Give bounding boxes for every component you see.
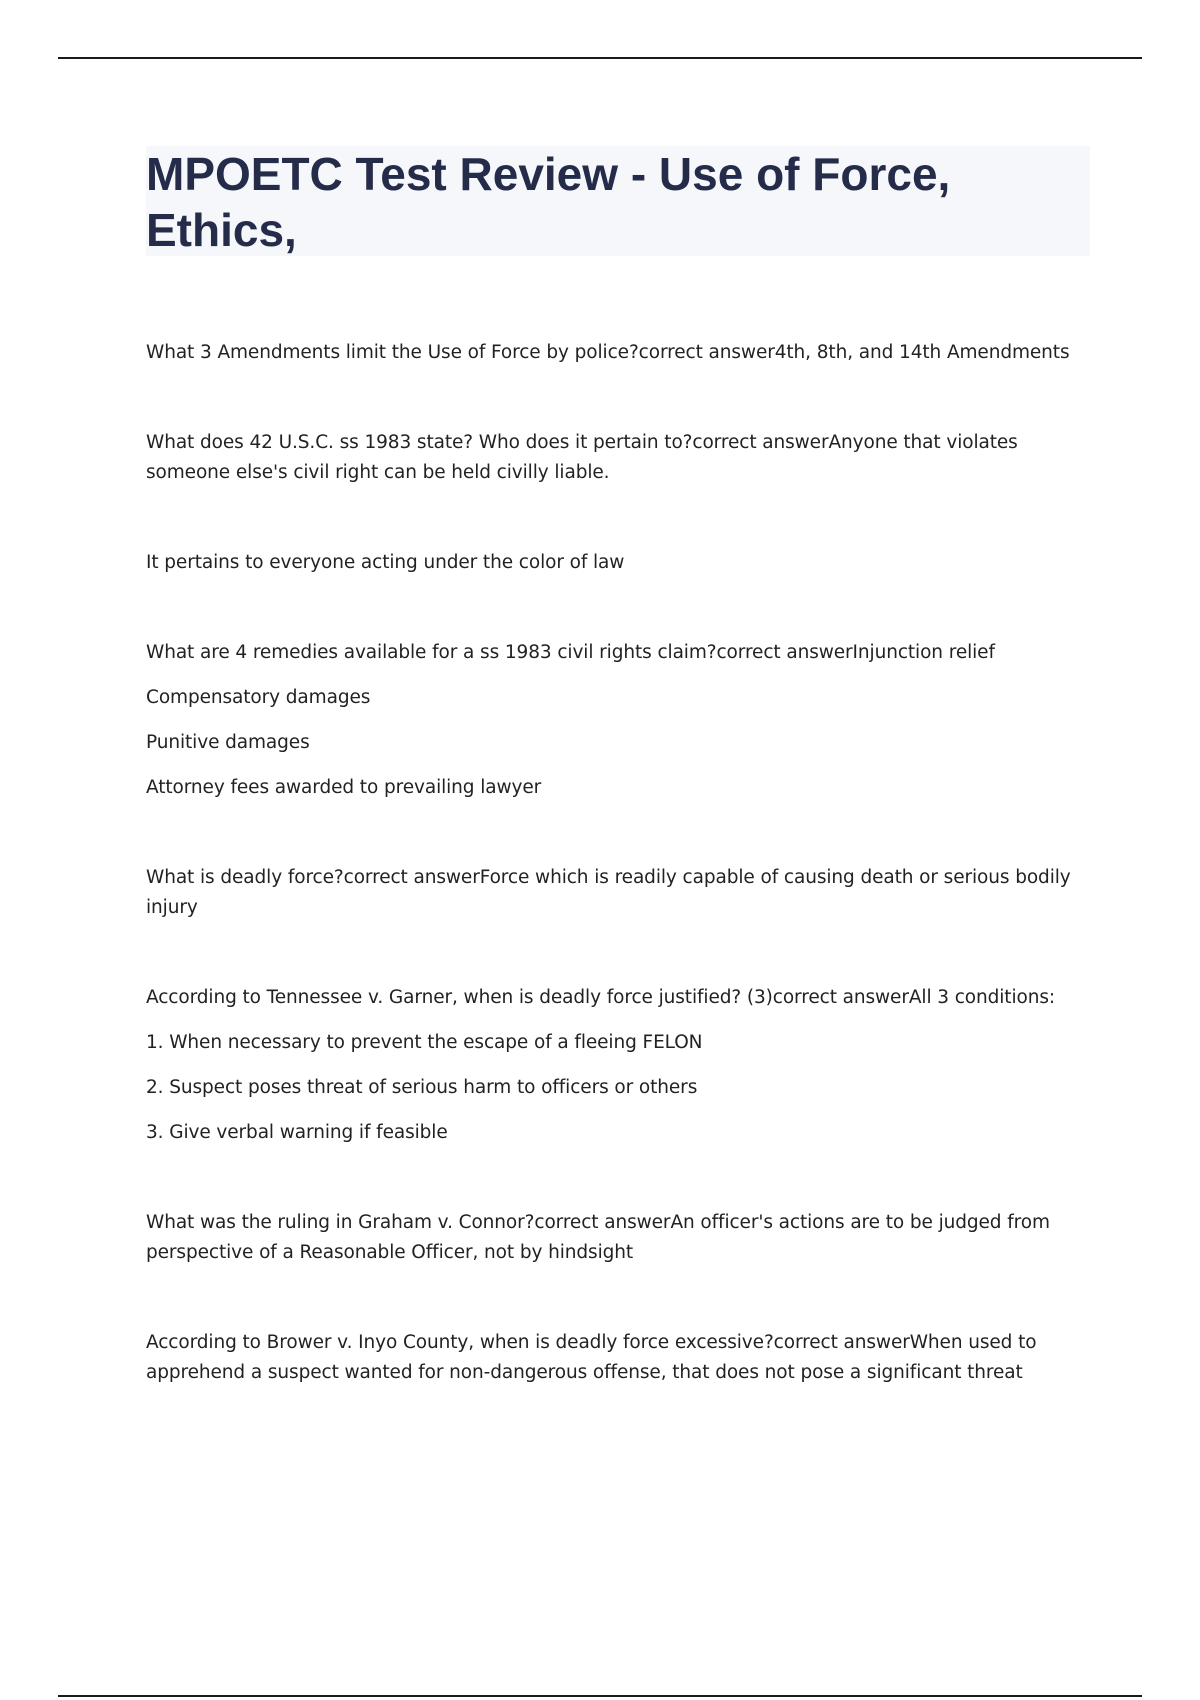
qa-text: What 3 Amendments limit the Use of Force by police?correct answer4th, 8th, and 14th Amendments xyxy=(146,342,1070,363)
qa-text: It pertains to everyone acting under the color of law xyxy=(146,552,625,573)
qa-text: Compensatory damages xyxy=(146,687,371,708)
qa-text: Attorney fees awarded to prevailing lawyer xyxy=(146,777,542,798)
qa-entry xyxy=(146,1328,1090,1388)
qa-text: 2. Suspect poses threat of serious harm to officers or others xyxy=(146,1077,698,1098)
qa-entry xyxy=(146,863,1090,923)
qa-entry xyxy=(146,1208,1090,1268)
footer-rule xyxy=(58,1695,1142,1697)
qa-entry xyxy=(146,638,1090,803)
qa-entry xyxy=(146,983,1090,1148)
qa-text: What is deadly force?correct answerForce which is readily capable of causing death or serious bodily injury xyxy=(146,867,1071,918)
qa-entry xyxy=(146,428,1090,488)
qa-text: What are 4 remedies available for a ss 1983 civil rights claim?correct answerInjunction relief xyxy=(146,642,995,663)
qa-text: Punitive damages xyxy=(146,732,310,753)
qa-entry xyxy=(146,338,1090,368)
qa-text: According to Brower v. Inyo County, when is deadly force excessive?correct answerWhen used to apprehend a suspect wanted for non-dangerous offense, that does not pose a significant threat xyxy=(146,1332,1037,1383)
qa-entry xyxy=(146,548,1090,578)
qa-text: According to Tennessee v. Garner, when is deadly force justified? (3)correct answerAll 3 conditions: xyxy=(146,987,1056,1008)
qa-text: 3. Give verbal warning if feasible xyxy=(146,1122,448,1143)
title-banner xyxy=(146,146,1090,256)
qa-text: What does 42 U.S.C. ss 1983 state? Who does it pertain to?correct answerAnyone that violates someone else's civil right can be held civilly liable. xyxy=(146,432,1018,483)
header-rule xyxy=(58,57,1142,59)
qa-text: 1. When necessary to prevent the escape of a fleeing FELON xyxy=(146,1032,703,1053)
qa-text: What was the ruling in Graham v. Connor?correct answerAn officer's actions are to be judged from perspective of a Reasonable Officer, not by hindsight xyxy=(146,1212,1050,1263)
qa-list xyxy=(146,338,1090,1388)
document-title: MPOETC Test Review - Use of Force, Ethics, xyxy=(146,148,951,256)
